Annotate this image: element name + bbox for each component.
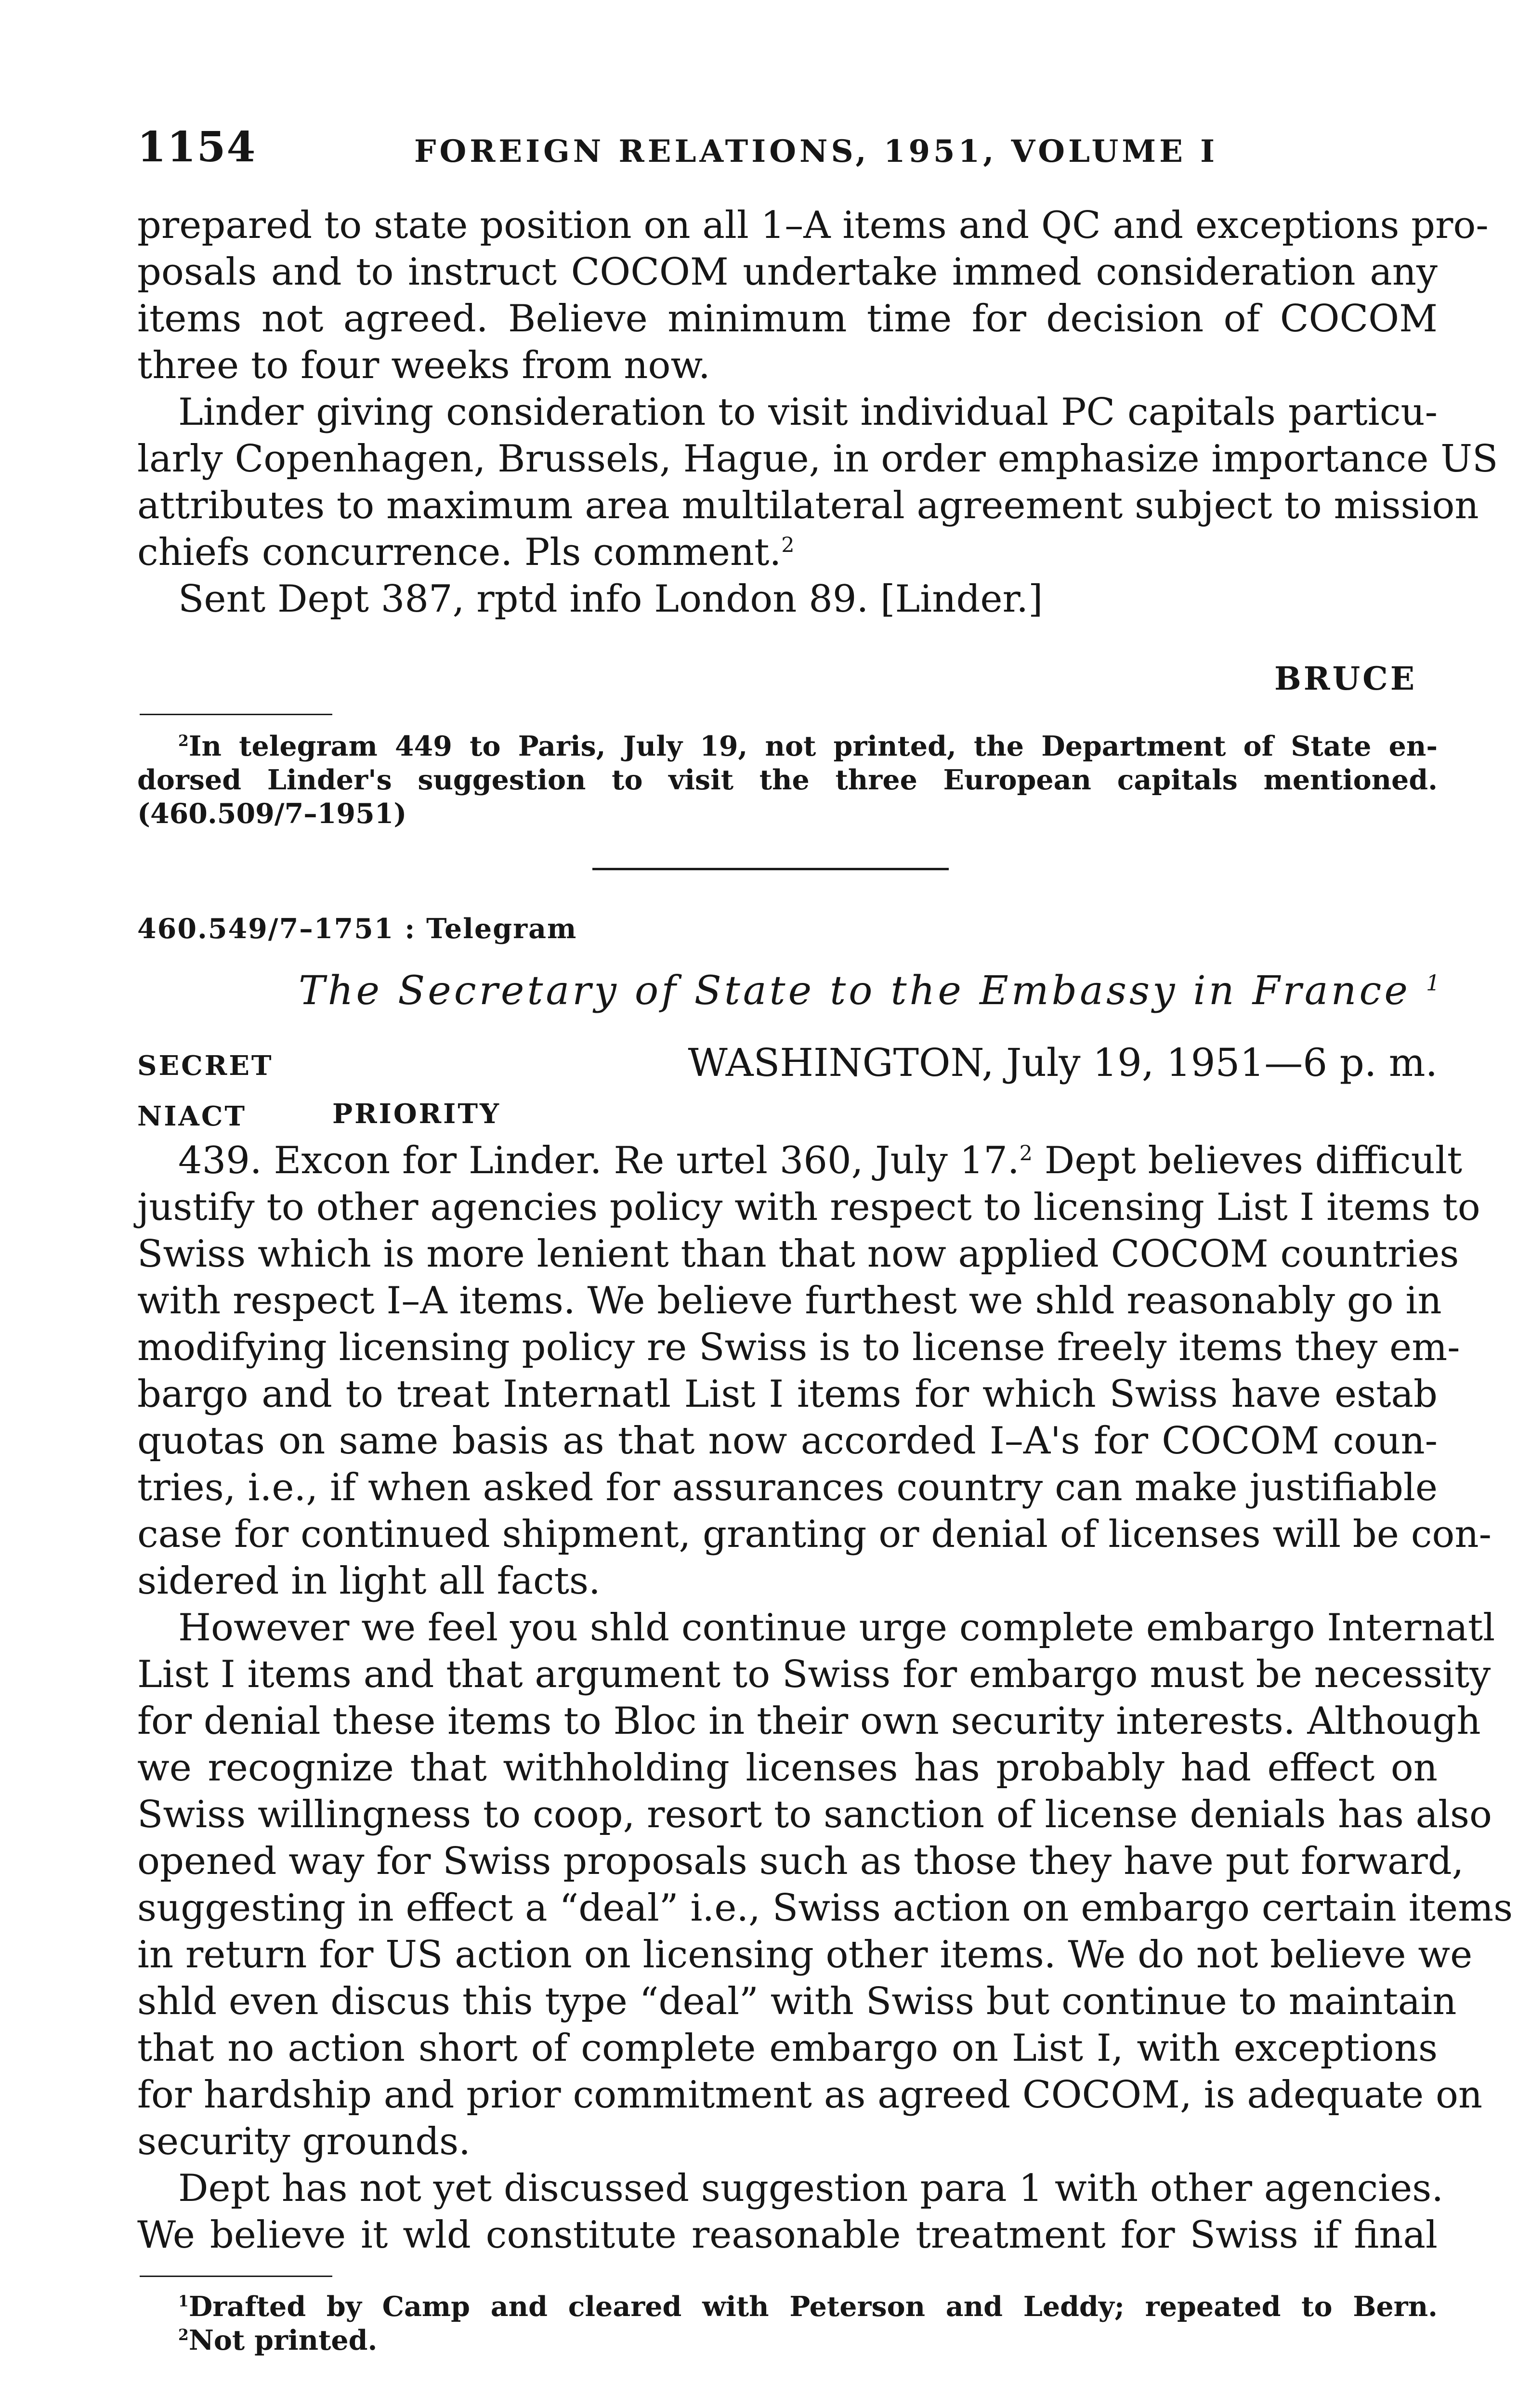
text-line: suggesting in effect a “deal” i.e., Swiss action on embargo certain items [137,1886,1513,1930]
text-line: we recognize that withholding licenses has probably had effect on [137,1746,1438,1790]
text-line [137,529,1438,576]
text-line: modifying licensing policy re Swiss is to license freely items they em- [137,1326,1460,1369]
footnote-reference: 1 [1426,970,1443,996]
precedence-priority: PRIORITY [332,1098,501,1130]
text-line: three to four weeks from now. [137,344,710,387]
text-line: sidered in light all facts. [137,1559,601,1603]
text-line: that no action short of complete embargo on List I, with exceptions [137,2027,1438,2070]
text-line: justify to other agencies policy with respect to licensing List I items to [137,1186,1480,1229]
text-line: with respect I–A items. We believe furthest we shld reasonably go in [137,1279,1442,1322]
footnote-reference: 2 [1019,1141,1033,1165]
text-fragment: In telegram 449 to Paris, July 19, not printed, the Department of State en- [188,730,1438,762]
text-line: larly Copenhagen, Brussels, Hague, in order emphasize importance US [137,437,1498,481]
body-paragraph-1 [137,1138,1492,1605]
dateline: WASHINGTON, July 19, 1951—6 p. m. [688,1040,1438,1085]
text-line: bargo and to treat Internatl List I items for which Swiss have estab [137,1373,1438,1416]
footnote-line [137,730,1438,763]
text-line: We believe it wld constitute reasonable treatment for Swiss if final [137,2213,1438,2257]
text-line: shld even discus this type “deal” with Swiss but continue to maintain [137,1980,1457,2023]
body-paragraph-2 [137,1605,1513,2165]
footnote-rule [140,2276,332,2277]
footnote-marker: 2 [178,2327,189,2344]
text-line: List I items and that argument to Swiss for embargo must be necessity [137,1653,1491,1696]
text-line: posals and to instruct COCOM undertake immed consideration any [137,250,1438,294]
text-line: However we feel you shld continue urge complete embargo Internatl [178,1606,1495,1649]
running-head: FOREIGN RELATIONS, 1951, VOLUME I [414,133,1218,170]
page-number: 1154 [137,123,257,171]
text-line: Swiss willingness to coop, resort to sanction of license denials has also [137,1793,1492,1836]
footnote-marker: 2 [178,733,189,750]
footnote-reference: 2 [781,533,795,557]
body-paragraph-3 [137,2165,1444,2259]
text-line: quotas on same basis as that now accorded I–A's for COCOM coun- [137,1419,1438,1463]
text-fragment: Dept believes difficult [1032,1139,1463,1182]
text-line: opened way for Swiss proposals such as those they have put forward, [137,1840,1464,1883]
continuation-paragraph [137,202,1489,389]
text-line: Swiss which is more lenient than that now applied COCOM countries [137,1232,1459,1276]
text-line: Sent Dept 387, rptd info London 89. [Linder.] [178,577,1043,621]
text-fragment: Not printed. [188,2324,378,2356]
footnote-line [137,2324,1438,2357]
text-line: case for continued shipment, granting or denial of licenses will be con- [137,1513,1492,1556]
document-title [299,968,1443,1014]
text-line: tries, i.e., if when asked for assurances country can make justifiable [137,1466,1438,1509]
footnote-marker: 1 [178,2293,189,2310]
precedence-niact: NIACT [137,1100,247,1132]
text-line: prepared to state position on all 1–A items and QC and exceptions pro- [137,204,1489,247]
text-fragment: Drafted by Camp and cleared with Peterson and Leddy; repeated to Bern. [188,2290,1438,2323]
document-id: 460.549/7–1751 : Telegram [137,913,577,945]
footnote-line [137,2290,1438,2324]
footnote-line: (460.509/7–1951) [137,798,407,830]
footnote-top [137,730,1438,831]
footnote-rule [140,714,332,715]
text-fragment: 439. Excon for Linder. Re urtel 360, July 17. [178,1139,1020,1182]
text-line: for hardship and prior commitment as agreed COCOM, is adequate on [137,2073,1483,2117]
text-line: Dept has not yet discussed suggestion para 1 with other agencies. [178,2167,1444,2210]
text-line: in return for US action on licensing other items. We do not believe we [137,1933,1473,1976]
text-line [137,1138,1463,1184]
linder-paragraph [137,389,1498,576]
text-line: items not agreed. Believe minimum time for decision of COCOM [137,297,1438,340]
text-fragment: chiefs concurrence. Pls comment. [137,531,782,574]
signature: BRUCE [1274,660,1417,697]
page-header [137,123,1438,176]
footnote-line: dorsed Linder's suggestion to visit the three European capitals mentioned. [137,764,1438,796]
text-line: Linder giving consideration to visit individual PC capitals particu- [178,391,1438,434]
footnotes-bottom [137,2290,1438,2357]
sent-line [137,576,1438,623]
section-separator [592,868,949,870]
classification-label: SECRET [137,1050,274,1082]
text-line: security grounds. [137,2120,471,2163]
title-text: The Secretary of State to the Embassy in France [299,968,1411,1014]
text-line: attributes to maximum area multilateral agreement subject to mission [137,484,1479,527]
text-line: for denial these items to Bloc in their own security interests. Although [137,1700,1481,1743]
